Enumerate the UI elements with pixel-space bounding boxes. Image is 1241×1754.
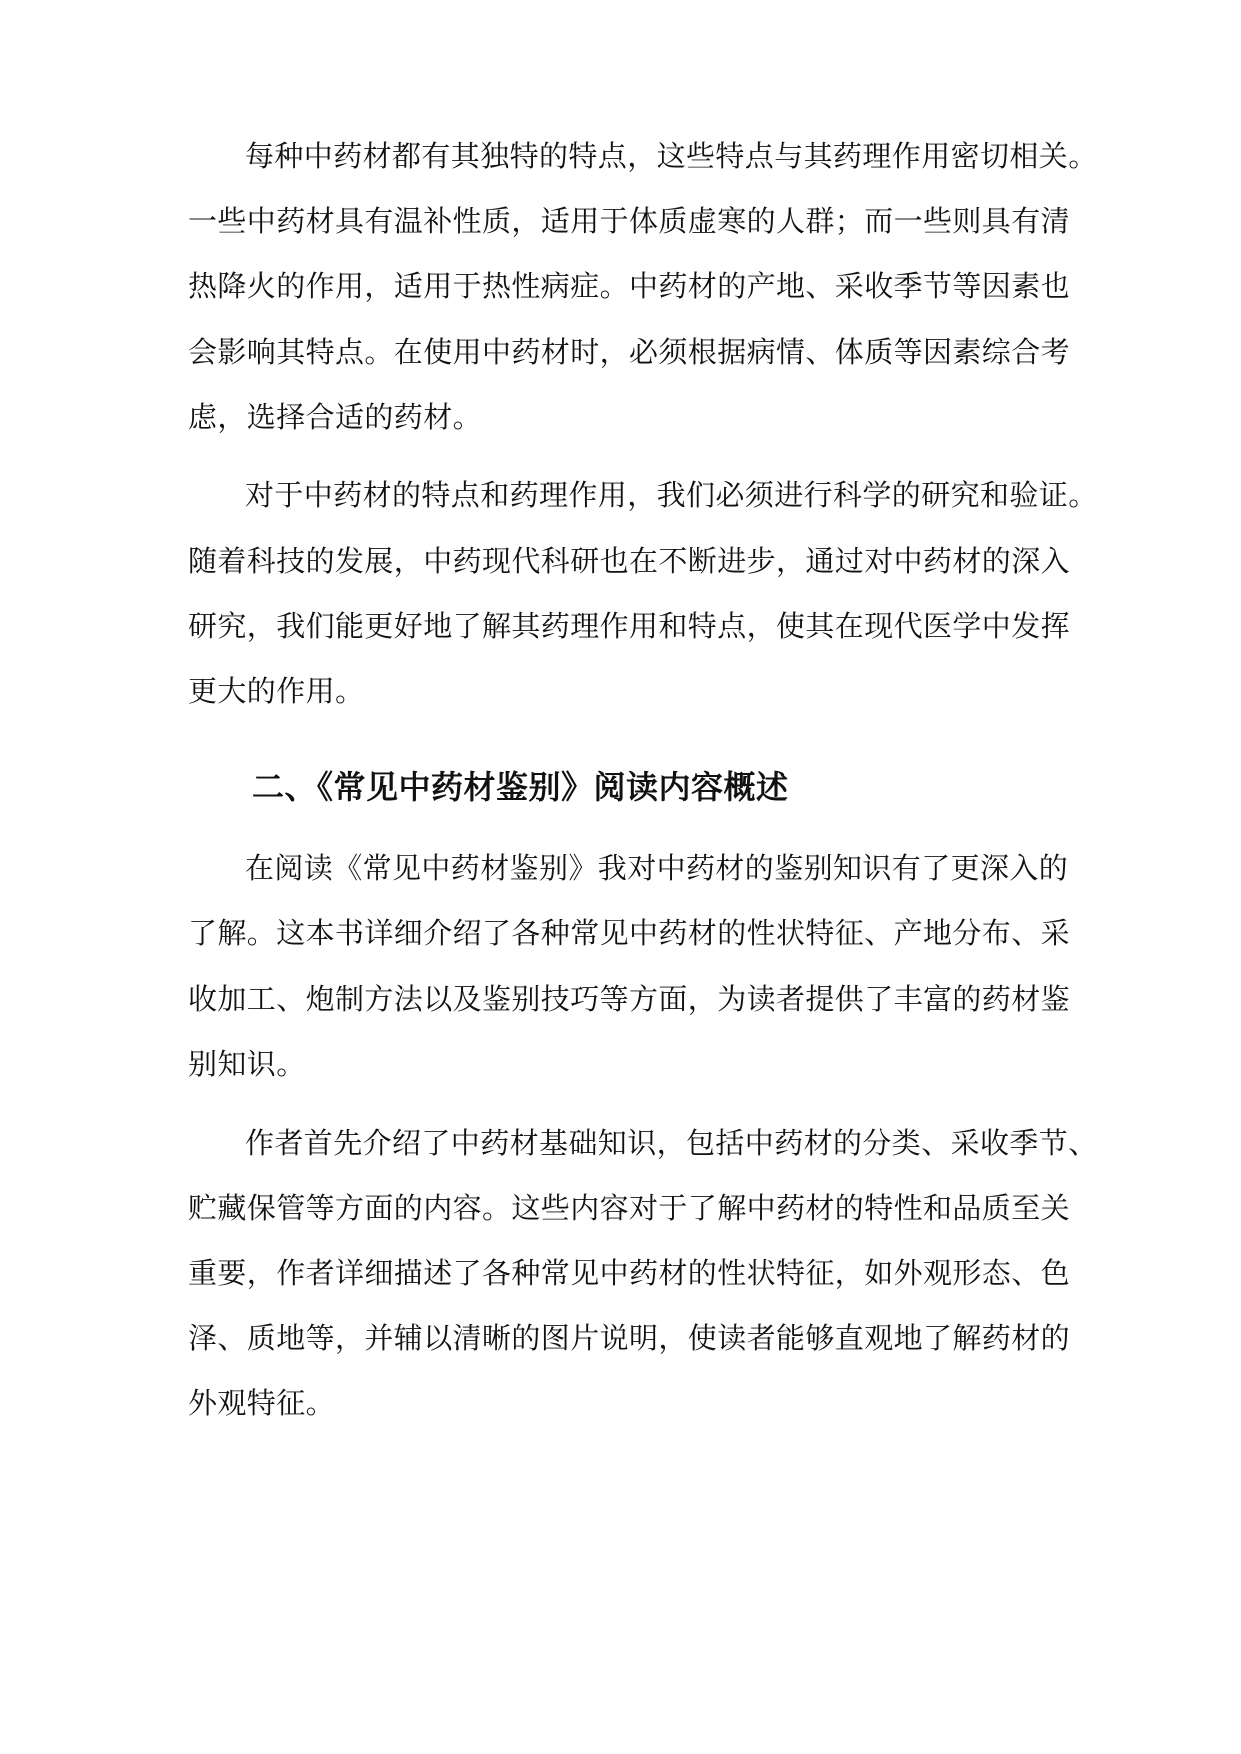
paragraph-2-line: 随着科技的发展，中药现代科研也在不断进步，通过对中药材的深入 <box>188 544 1071 578</box>
paragraph-4-line: 重要，作者详细描述了各种常见中药材的性状特征，如外观形态、色 <box>188 1256 1071 1290</box>
paragraph-2-line: 更大的作用。 <box>188 674 365 708</box>
paragraph-1-line: 会影响其特点。在使用中药材时，必须根据病情、体质等因素综合考 <box>188 335 1071 369</box>
paragraph-1-line: 热降火的作用，适用于热性病症。中药材的产地、采收季节等因素也 <box>188 269 1071 303</box>
paragraph-4-line: 泽、质地等，并辅以清晰的图片说明，使读者能够直观地了解药材的 <box>188 1321 1071 1355</box>
paragraph-1-line: 虑，选择合适的药材。 <box>188 400 483 434</box>
paragraph-4-line: 外观特征。 <box>188 1386 336 1420</box>
paragraph-4-line: 贮藏保管等方面的内容。这些内容对于了解中药材的特性和品质至关 <box>188 1191 1071 1225</box>
paragraph-1-line: 一些中药材具有温补性质，适用于体质虚寒的人群；而一些则具有清 <box>188 204 1071 238</box>
paragraph-3-line: 别知识。 <box>188 1047 306 1081</box>
section-heading: 二、《常见中药材鉴别》阅读内容概述 <box>252 768 789 806</box>
paragraph-3-line: 了解。这本书详细介绍了各种常见中药材的性状特征、产地分布、采 <box>188 916 1071 950</box>
paragraph-2-line: 对于中药材的特点和药理作用，我们必须进行科学的研究和验证。 <box>245 478 1098 512</box>
paragraph-3-line: 在阅读《常见中药材鉴别》我对中药材的鉴别知识有了更深入的 <box>245 851 1069 885</box>
paragraph-4-line: 作者首先介绍了中药材基础知识，包括中药材的分类、采收季节、 <box>245 1126 1098 1160</box>
paragraph-3-line: 收加工、炮制方法以及鉴别技巧等方面，为读者提供了丰富的药材鉴 <box>188 982 1071 1016</box>
paragraph-1-line: 每种中药材都有其独特的特点，这些特点与其药理作用密切相关。 <box>245 139 1098 173</box>
paragraph-2-line: 研究，我们能更好地了解其药理作用和特点，使其在现代医学中发挥 <box>188 609 1071 643</box>
